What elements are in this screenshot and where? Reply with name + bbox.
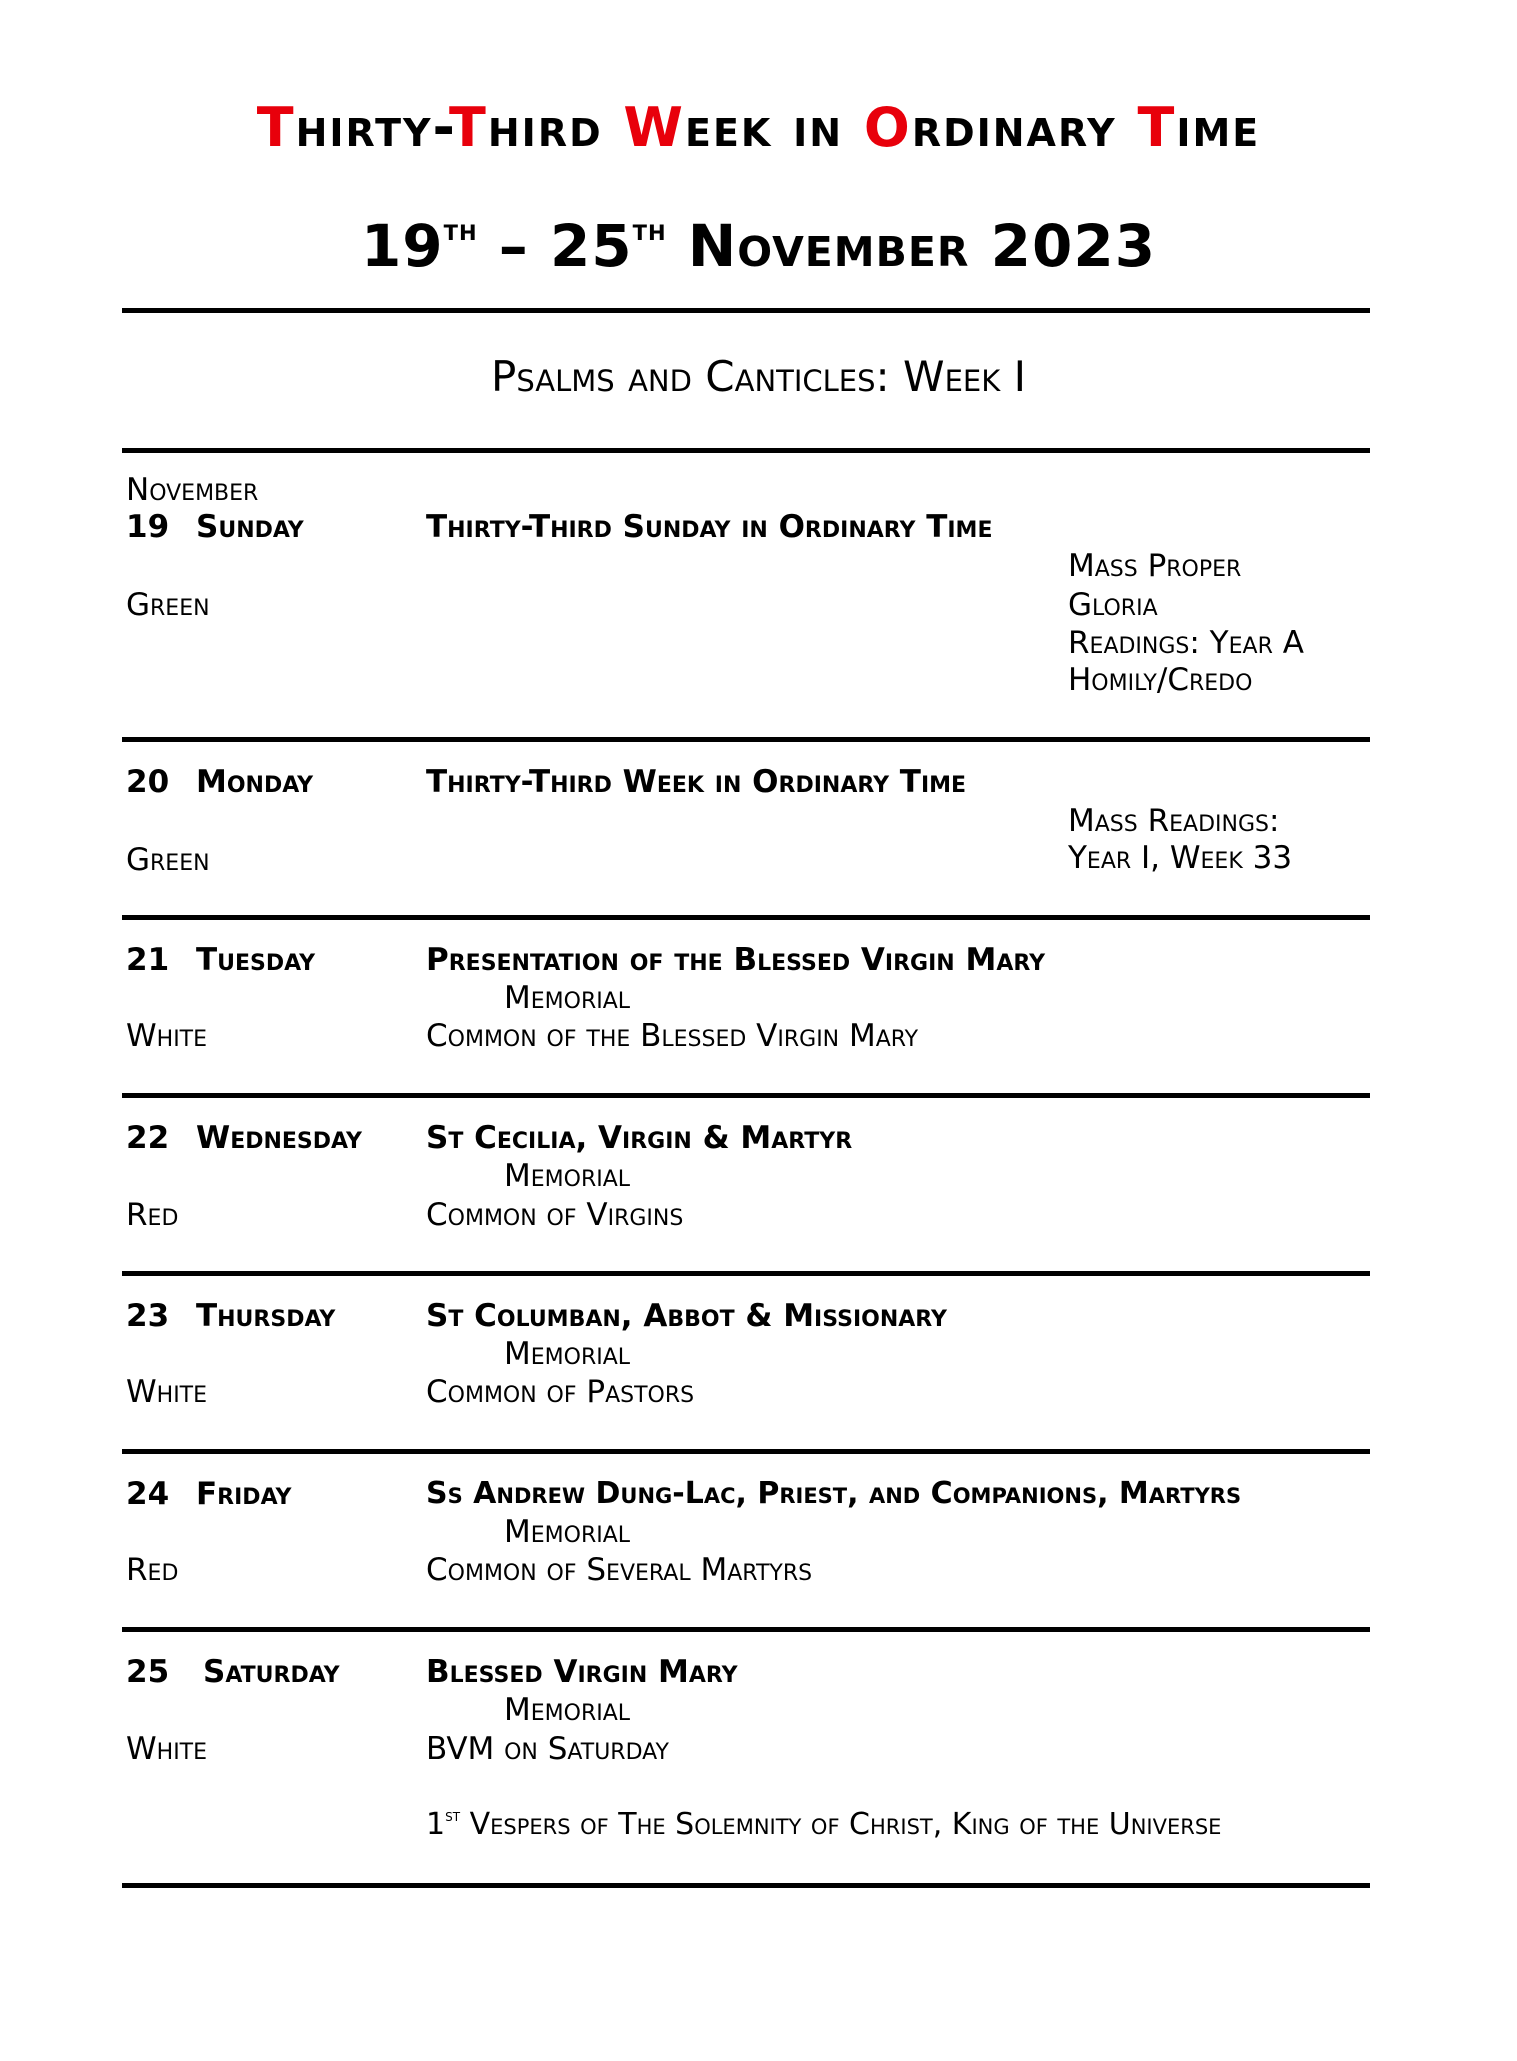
liturgical-color: White (126, 1018, 208, 1054)
day-number: 21 (126, 942, 170, 978)
title-part: T (256, 96, 296, 159)
title-part: hirty- (295, 96, 450, 159)
rank-label: Memorial (504, 1514, 631, 1550)
celebration-title: Thirty-Third Week in Ordinary Time (426, 764, 967, 800)
liturgical-color: White (126, 1731, 208, 1767)
rank-label: Memorial (504, 1158, 631, 1194)
celebration-title: Blessed Virgin Mary (426, 1654, 738, 1690)
day-name: Monday (196, 764, 314, 800)
divider (122, 1883, 1370, 1888)
day-number: 22 (126, 1120, 170, 1156)
vespers-number: 1 (426, 1807, 446, 1842)
end-day: 25 (549, 212, 633, 280)
note-line: Readings: Year A (1068, 625, 1304, 661)
date-range (0, 212, 1517, 280)
divider (122, 1627, 1370, 1632)
title-part: O (863, 96, 912, 159)
common-label: BVM on Saturday (426, 1731, 669, 1767)
liturgical-color: Red (126, 1197, 179, 1233)
day-number: 25 (126, 1654, 170, 1690)
title-part: ime (1176, 96, 1261, 159)
note-line: Gloria (1068, 587, 1158, 623)
month-year: November 2023 (666, 212, 1157, 280)
day-name: Thursday (196, 1298, 336, 1334)
day-name: Tuesday (196, 942, 315, 978)
month-label: November (126, 472, 259, 508)
rank-label: Memorial (504, 980, 631, 1016)
liturgical-color: White (126, 1374, 208, 1410)
day-name: Sunday (196, 509, 304, 545)
rank-label: Memorial (504, 1336, 631, 1372)
title-part: hird (487, 96, 624, 159)
day-number: 20 (126, 764, 170, 800)
divider (122, 1449, 1370, 1454)
divider (122, 737, 1370, 742)
celebration-title: St Cecilia, Virgin & Martyr (426, 1120, 853, 1156)
common-label: Common of the Blessed Virgin Mary (426, 1018, 919, 1054)
day-name: Wednesday (196, 1120, 362, 1156)
liturgical-color: Red (126, 1552, 179, 1588)
divider (122, 448, 1370, 453)
start-day: 19 (360, 212, 444, 280)
day-number: 19 (126, 509, 170, 545)
title-part: eek in (685, 96, 864, 159)
liturgical-color: Green (126, 587, 210, 623)
title-part: rdinary (911, 96, 1138, 159)
day-number: 23 (126, 1298, 170, 1334)
celebration-title: Presentation of the Blessed Virgin Mary (426, 942, 1046, 978)
divider (122, 1271, 1370, 1276)
divider (122, 308, 1370, 313)
vespers-text: Vespers of The Solemnity of Christ, King of the Universe (460, 1807, 1222, 1842)
vespers-suffix: st (445, 1806, 461, 1826)
date-dash: – (477, 212, 550, 280)
start-day-suffix: th (443, 213, 478, 248)
rank-label: Memorial (504, 1692, 631, 1728)
page-title (0, 96, 1517, 159)
divider (122, 915, 1370, 920)
common-label: Common of Several Martyrs (426, 1552, 813, 1588)
title-part: T (1137, 96, 1177, 159)
celebration-title: Ss Andrew Dung-Lac, Priest, and Companions, Martyrs (426, 1476, 1242, 1511)
liturgical-color: Green (126, 842, 210, 878)
psalter-week: Psalms and Canticles: Week I (491, 352, 1026, 401)
note-line: Mass Proper (1068, 548, 1242, 584)
vespers-note (426, 1806, 1221, 1844)
note-line: Homily/Credo (1068, 662, 1253, 698)
celebration-title: St Columban, Abbot & Missionary (426, 1298, 947, 1334)
end-day-suffix: th (632, 213, 667, 248)
note-line: Mass Readings: (1068, 803, 1280, 839)
note-line: Year I, Week 33 (1068, 840, 1293, 876)
day-number: 24 (126, 1476, 170, 1512)
day-name: Friday (196, 1476, 292, 1512)
common-label: Common of Pastors (426, 1374, 695, 1410)
common-label: Common of Virgins (426, 1197, 684, 1233)
day-name: Saturday (203, 1654, 340, 1690)
celebration-title: Thirty-Third Sunday in Ordinary Time (426, 509, 993, 545)
title-part: T (449, 96, 488, 159)
divider (122, 1093, 1370, 1098)
title-part: W (623, 96, 685, 159)
